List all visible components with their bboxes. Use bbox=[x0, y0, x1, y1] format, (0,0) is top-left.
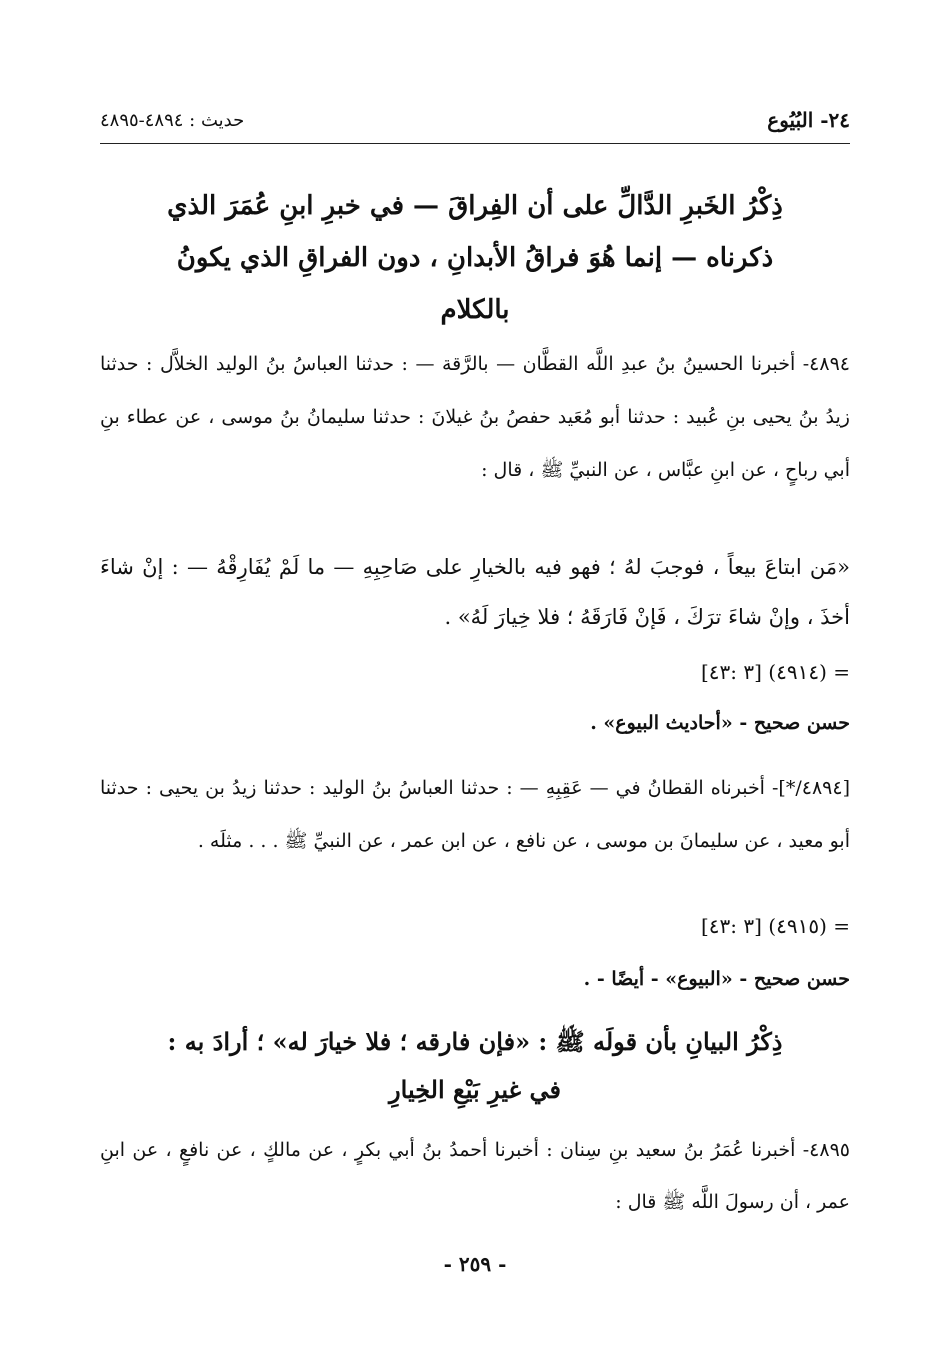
section-heading-1: ذِكْرُ الخَبرِ الدَّالِّ على أن الفِراقَ — في خبرِ ابنِ عُمَرَ الذي ذكرناه — إنما هُوَ فراقُ الأبدانِ ، دون الفراقِ الذي يكونُ بالكلام bbox=[167, 191, 783, 325]
hadith-4894-grade: حسن صحيح - «أحاديث البيوع» . bbox=[590, 712, 850, 734]
page-number: - ٢٥٩ - bbox=[443, 1252, 507, 1276]
hadith-4894-reference: = (٤٩١٤) [٣ :٤٣] bbox=[700, 660, 850, 684]
hadith-4894b-grade: حسن صحيح - «البيوع» - أيضًا - . bbox=[583, 968, 850, 990]
section-heading-2: ذِكْرُ البيانِ بأن قولَه ﷺ : «فإن فارقه ؛ فلا خيارَ له» ؛ أرادَ به : في غيرِ بَيْعِ الخِيارِ bbox=[167, 1027, 783, 1104]
hadith-4894-chain: ٤٨٩٤- أخبرنا الحسينُ بنُ عبدِ اللَّه القطَّان — بالرَّقة — : حدثنا العباسُ بنُ الوليد الخلاَّل : حدثنا زيدُ بنُ يحيى بنِ عُبيد : حدثنا أبو مُعَيد حفصُ بنُ غيلانَ : حدثنا سليمانُ بنُ موسى ، عن عطاء بنِ أبي رباحٍ ، عن ابنِ عبَّاس ، عن النبيِّ ﷺ ، قال : bbox=[100, 353, 850, 481]
hadith-range: حديث : ٤٨٩٤-٤٨٩٥ bbox=[100, 110, 245, 131]
hadith-4894b-chain: [٤٨٩٤/*]- أخبرناه القطانُ في — عَقِبِهِ — : حدثنا العباسُ بنُ الوليد : حدثنا زيدُ بن يحيى : حدثنا أبو معيد ، عن سليمانَ بن موسى ، عن نافع ، عن ابن عمر ، عن النبيِّ ﷺ . . . مثلَه . bbox=[100, 777, 850, 852]
hadith-4894-text: «مَن ابتاعَ بيعاً ، فوجبَ لهُ ؛ فهو فيه بالخيارِ على صَاحِبِهِ — ما لَمْ يُفَارِقْهُ — : إنْ شاءَ أخذَ ، وإنْ شاءَ ترَكَ ، فَإنْ فَارَقَهُ ؛ فلا خِيارَ لَهُ» . bbox=[100, 555, 850, 629]
book-page bbox=[100, 0, 850, 1368]
chapter-title: ٢٤- البُيُوع bbox=[767, 108, 850, 132]
header-divider bbox=[100, 143, 850, 144]
hadith-4894b-reference: = (٤٩١٥) [٣ :٤٣] bbox=[700, 914, 850, 938]
hadith-4895-chain: ٤٨٩٥- أخبرنا عُمَرُ بنُ سعيد بنِ سِنان : أخبرنا أحمدُ بنُ أبي بكرٍ ، عن مالكٍ ، عن نافعٍ ، عن ابنِ عمر ، أن رسولَ اللَّه ﷺ قال : bbox=[100, 1139, 850, 1213]
running-header bbox=[100, 108, 850, 144]
